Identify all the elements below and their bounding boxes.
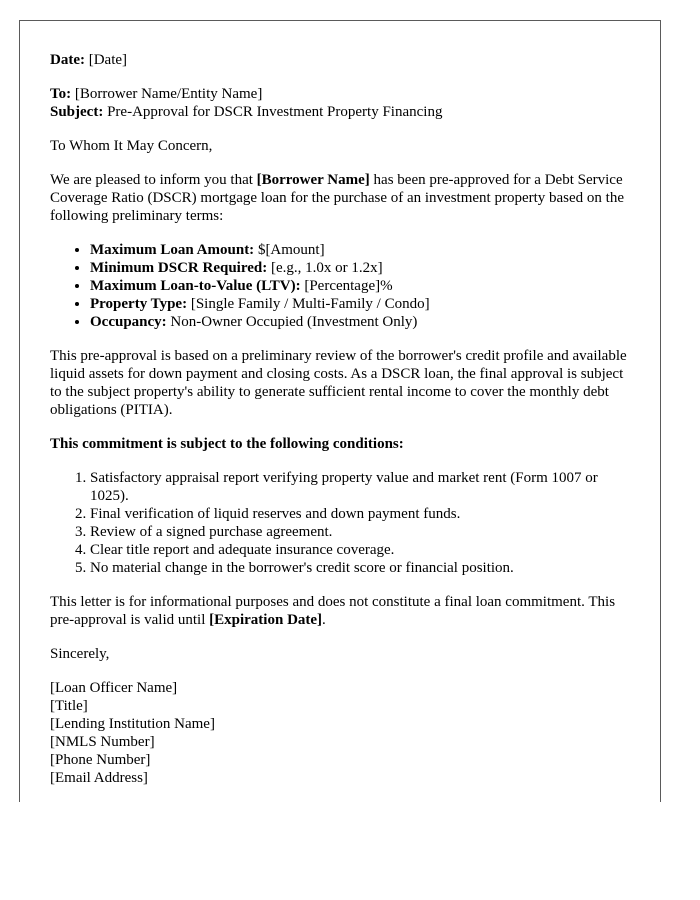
list-item: 5. No material change in the borrower's credit score or financial position. xyxy=(90,559,631,577)
conditions-list xyxy=(50,469,631,577)
list-item xyxy=(90,313,631,331)
list-item: 3. Review of a signed purchase agreement. xyxy=(90,523,631,541)
signature-block xyxy=(50,679,631,787)
closing-after: . xyxy=(322,612,326,628)
to-line xyxy=(50,85,631,103)
nmls-number: [NMLS Number] xyxy=(50,734,155,750)
officer-name: [Loan Officer Name] xyxy=(50,680,178,696)
conditions-heading-text: This commitment is subject to the following conditions: xyxy=(50,436,404,452)
subject-label: Subject: xyxy=(50,104,104,120)
list-item: 2. Final verification of liquid reserves and down payment funds. xyxy=(90,505,631,523)
phone-number: [Phone Number] xyxy=(50,752,151,768)
date-line xyxy=(50,51,631,69)
term-label: Maximum Loan Amount: xyxy=(90,242,255,258)
term-value: $[Amount] xyxy=(254,242,325,258)
to-value: [Borrower Name/Entity Name] xyxy=(74,86,263,102)
closing-paragraph xyxy=(50,593,631,629)
conditions-heading xyxy=(50,435,631,453)
intro-after: has been pre-approved for a Debt Service Coverage Ratio (DSCR) mortgage loan for the purchase of an investment property based on the following preliminary terms: xyxy=(50,172,625,224)
institution-name: [Lending Institution Name] xyxy=(50,716,215,732)
date-value: [Date] xyxy=(88,52,128,68)
term-value: Non-Owner Occupied (Investment Only) xyxy=(166,314,418,330)
sign-off: Sincerely, xyxy=(50,646,110,662)
list-item: 1. Satisfactory appraisal report verifying property value and market rent (Form 1007 or 1025). xyxy=(90,469,631,505)
intro-paragraph xyxy=(50,171,631,225)
date-label: Date: xyxy=(50,52,85,68)
intro-borrower-name: [Borrower Name] xyxy=(256,172,370,188)
intro-before: We are pleased to inform you that xyxy=(50,172,257,188)
list-item xyxy=(90,259,631,277)
email-address: [Email Address] xyxy=(50,770,148,786)
basis-paragraph: This pre-approval is based on a preliminary review of the borrower's credit profile and available liquid assets for down payment and closing costs. As a DSCR loan, the final approval is subject to the subject property's ability to generate sufficient rental income to cover the monthly debt obligations (PITIA). xyxy=(50,348,627,418)
term-value: [e.g., 1.0x or 1.2x] xyxy=(267,260,383,276)
subject-line xyxy=(50,103,631,121)
salutation: To Whom It May Concern, xyxy=(50,138,213,154)
terms-list xyxy=(50,241,631,331)
term-value: [Percentage]% xyxy=(300,278,393,294)
list-item: 4. Clear title report and adequate insurance coverage. xyxy=(90,541,631,559)
list-item xyxy=(90,295,631,313)
letter-page xyxy=(19,20,661,802)
list-item xyxy=(90,277,631,295)
subject-value: Pre-Approval for DSCR Investment Property Financing xyxy=(107,104,443,120)
term-label: Occupancy: xyxy=(90,314,167,330)
list-item xyxy=(90,241,631,259)
to-label: To: xyxy=(50,86,72,102)
expiration-date: [Expiration Date] xyxy=(209,612,323,628)
closing-before: This letter is for informational purposes and does not constitute a final loan commitment. This pre-approval is valid until xyxy=(50,594,616,628)
term-label: Property Type: xyxy=(90,296,188,312)
term-value: [Single Family / Multi-Family / Condo] xyxy=(187,296,430,312)
term-label: Minimum DSCR Required: xyxy=(90,260,268,276)
term-label: Maximum Loan-to-Value (LTV): xyxy=(90,278,301,294)
officer-title: [Title] xyxy=(50,698,88,714)
